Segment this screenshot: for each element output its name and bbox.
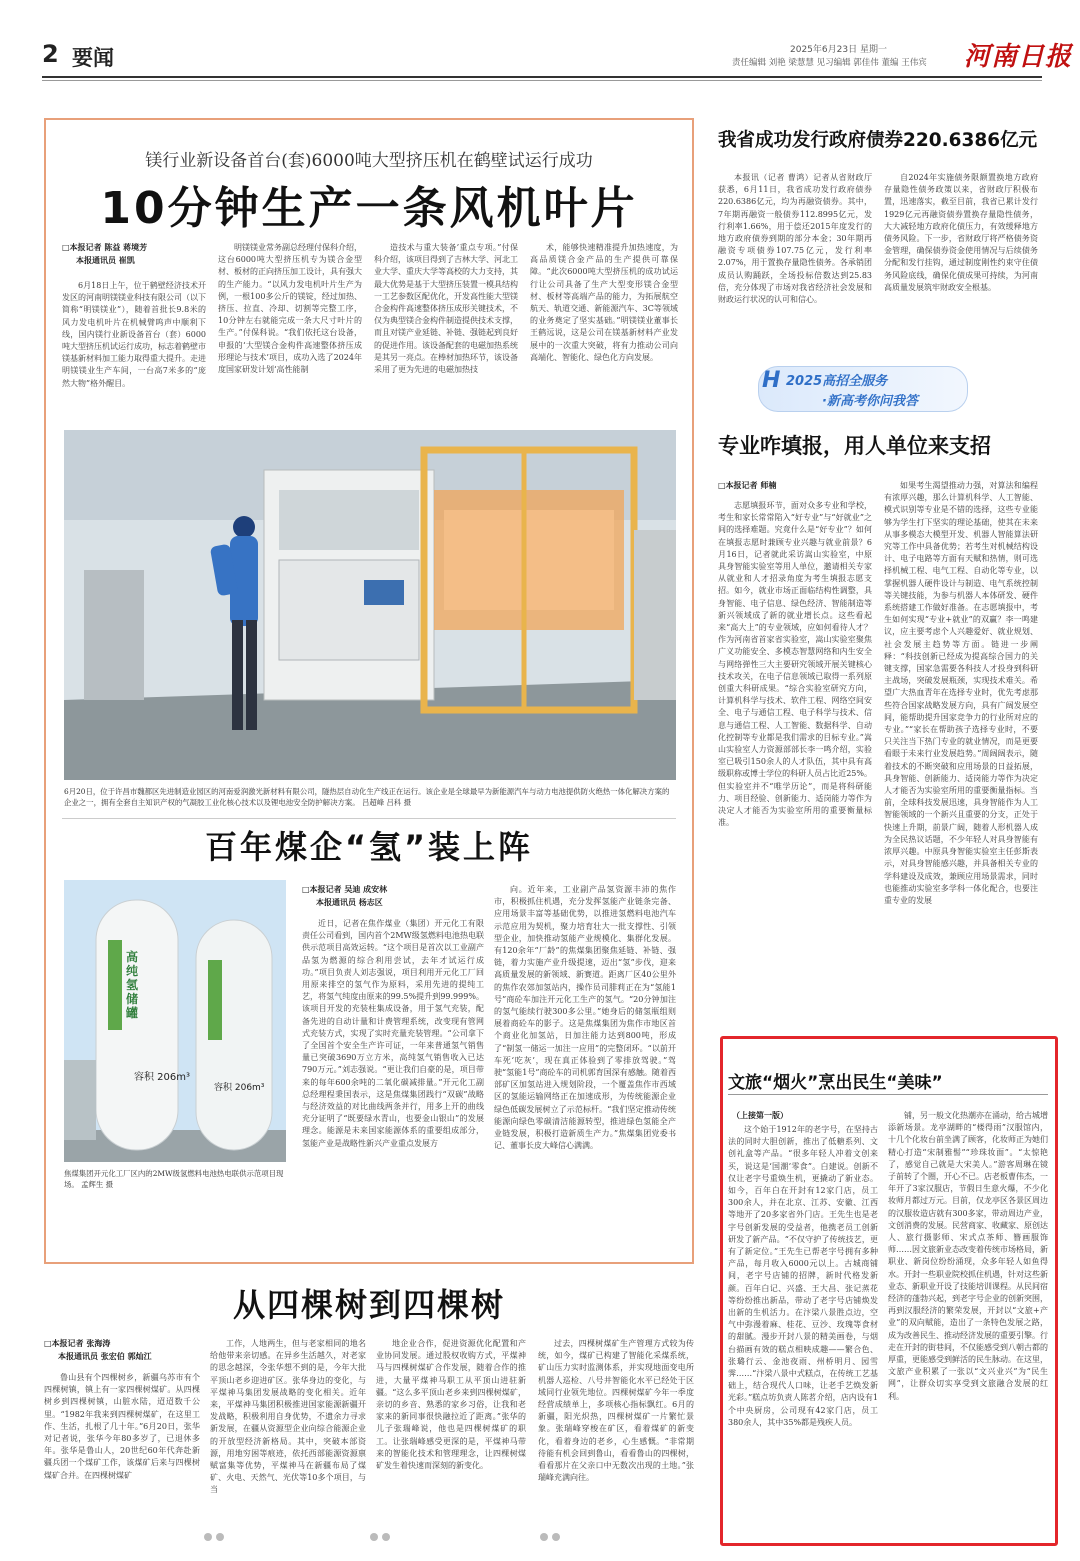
- article2-column-2: 向。近年来，工业副产品氢资源丰沛的焦作市，积极抓住机遇，充分发挥氢能产业链条完备、应用场景丰富等基础优势，以推进氢燃料电池汽车示范应用为契机，聚力培育壮大一批支撑性、引领型企业，加快推动氢能产业规模化、集群化发展。有120余年“厂龄”的焦煤集团聚焦延链、补链、强链，着力实施产业升级提速，迈出“氢”步伐，迎来高质量发展的新领域、新赛道。距离厂区40公里外的焦作农郊加氢站内，操作员司腓莉正在为“氢能1号”商砼车加注开元化工生产的氢气。“20分钟加注的氢气能续行驶300多公里。”她身后的储氢瓶组则展着商砼车的影子。这是焦煤集团为焦作市地区首个商业化加氢站，日加注能力达到800吨，形成了“制氢一储运一加注一应用”的完整闭环。“以前开车死‘吃灰’，现在真正体验到了零排放驾驶。”驾驶“氢能1号”商砼车的司机郭育国深有感触。随着西部矿区加氢站进入规划阶段，一个覆盖焦作市西域区的氢能运输网络正在加速成形，为传统能源企业绿色低碳发展树立了示范标杆。“我们坚定推动传统能源向绿色零碳清洁能源转型，推进绿色氢能全产业链发展，积极打造新质生产力。”焦煤集团党委书记、董事长皮大峰信心满满。: [494, 885, 676, 1151]
- article1-column-4: 术，能够快速精准提升加热速度，为高品质镁合金产品的生产提供可靠保障。“此次6000吨大型挤压机的成功试运行让公司具备了生产大型变形镁合金型材、板材等高端产品的能力，为拓展航空航天、轨道交通、新能源汽车、3C等领域的业务奠定了坚实基础。”明镁镁业董事长王鹤远说，这是公司在镁基新材料产业发展中的一次重大突破，将有力推动公司向高端化、智能化、绿色化方向发展。: [530, 243, 678, 362]
- carousel-dot[interactable]: [216, 1533, 224, 1541]
- article5-headline: 专业咋填报，用人单位来支招: [718, 434, 991, 458]
- article1-column-1: 6月18日上午，位于鹤壁经济技术开发区的河南明镁镁业科技有限公司（以下简称“明镁镁业”），随着首批长9.8米的风力发电机叶片在机械臂呜声中顺利下线，国内镁行业新设备首台（套）6000吨大型挤压机试运行成功，标志着鹤壁市镁基新材料加工能力取得重大提升。走进明镁镁业生产车间，一台高7米多的“庞然大物”格外醒目。: [62, 281, 206, 388]
- hydrogen-photo-caption: 焦煤集团开元化工厂区内的2MW级氢燃料电池热电联供示范项目现场。 孟辉生 摄: [64, 1169, 284, 1189]
- article3-column-3: 地企业合作，促进资源优化配置和产业协同发展。通过股权收购方式，平煤神马与四棵树煤矿合作发展，随着合作的推进，大量平煤神马职工从平顶山进驻新疆。“这么多平顶山老乡来到四棵树煤矿，亲切的乡音、熟悉的家乡习俗，让我和老家来的新同事很快融拉近了距离。”张华的儿子张瑞峰说，他也是四棵树煤矿的职工。让张瑞峰感受更深的是，平煤神马带来的智能化技术和管理理念，让四棵树煤矿发生着快速而深刻的新变化。: [376, 1339, 526, 1471]
- article6-headline-rule: [728, 1094, 1048, 1095]
- header-rule-thin: [42, 80, 1042, 81]
- header-rule: [42, 76, 1042, 78]
- page-number: 2: [42, 40, 59, 68]
- article1-byline-reporter: □本报记者 陈益 蒋境芳: [62, 243, 148, 252]
- article6-headline: 文旅“烟火”烹出民生“美味”: [728, 1073, 943, 1093]
- tank-label: 高纯氢储罐: [126, 950, 139, 1020]
- editor-credits: 责任编辑 刘艳 梁慧慧 见习编辑 郭佳伟 董编 王伟宾: [732, 58, 927, 68]
- carousel-dot[interactable]: [382, 1533, 390, 1541]
- hydrogen-tanks-photo: [64, 880, 286, 1162]
- article4-headline: 我省成功发行政府债券220.6386亿元: [718, 130, 1038, 151]
- article3-byline-correspondent: 本报通讯员 张宏伯 郭灿江: [58, 1352, 152, 1361]
- article1-headline: 10分钟生产一条风机叶片: [100, 183, 638, 234]
- article5-column-1: 志愿填报环节，面对众多专业和学校，考生和家长常常陷入“好专业”与“好就业”之间的选择难题。究竟什么是“好专业”？如何在填报志愿时兼顾专业兴趣与就业前景？6月16日，记者就此采访嵩山实验室，中原具身智能实验室等用人单位，邀请相关专家从就业和人才招录角度为考生填报志愿支招。如今，就业市场正面临结构性调整，具身智能、电子信息、绿色经济、智能制造等新兴领域成了新的就业增长点。这些看起来“高大上”的专业领域，应如何看待人才？作为河南省首家省实验室，嵩山实验室聚焦广义功能安全、多模态智慧网络和内生安全与网络弹性三大主要研究领域开展关键核心技术攻关，在电子信息领域已取得一系列原创重大科研成果。“综合实验室研究方向，计算机科学与技术、软件工程、网络空间安全、电子与通信工程、电子科学与技术、信息与通信工程、人工智能、数据科学、自动化控制等专业都是我们需求的目标专业。”嵩山实验室人力资源部部长李一鸣介绍，实验室已吸引150余人的人才队伍，其中具有高级职称或博士学位的科研人员占比近25%。但实验室并不“唯学历论”，而是将科研能力、项目经验、创新能力、适岗能力等作为决定人才能否为实验室所用的重要衡量标准。: [718, 501, 872, 828]
- carousel-dot[interactable]: [370, 1533, 378, 1541]
- divider: [62, 818, 676, 819]
- factory-photo-caption: 6月20日，位于许昌市魏都区先进制造业园区的河南爱润激光新材料有限公司，隧热层自动化生产线正在运行。该企业是全球最早为新能源汽车与动力电池提供防火绝热一体化解决方案的企业之一，拥有全套自主知识产权的气凝胶工业化核心技术以及锂电池安全防护解决方案。 吕超峰 吕科 摄: [64, 787, 670, 807]
- article1-column-3: 造技术与重大装备’重点专项。”付保科介绍，该项目得到了吉林大学、河北工业大学、重庆大学等高校的大力支持，其最大优势是基于大型挤压装置一模具结构一工艺参数区配优化，开发高性能大型镁合金构件高速整体挤压成形关键技术，不仅为典型镁合金构件制造提供技术支撑，而且对镁产业延链、补链、强链起到良好的促进作用。该设备配套的电磁加热系统是其另一亮点。在棒材加热环节，该设备采用了更为先进的电磁加热技: [374, 243, 518, 375]
- carousel-dot[interactable]: [540, 1533, 548, 1541]
- article6-column-1: 这个始于1912年的老字号，在坚持古法的同时大胆创新，推出了低糖系列、文创礼盒等产品。“很多年轻人冲着文创来买，说这是‘国潮’零食”。白建说。创新不仅让老字号重焕生机，更撬动了新业态。如今，百年白在开封有12家门店，员工300余人，并在北京、江苏、安徽、江西等地开了20多家省外门店。王先生也是老字号创新发展的受益者，他携老员工创新研发了新产品。“不仅守护了传统技艺，更有了新定位。”王先生已帮老字号拥有多种产品，每月收入6000元以上。古城商铺间，老字号店铺的招牌，新时代格发新颜。百年白记、兴盛、王大昌、张记蒸花等纷纷推出新品，带动了老字号店铺焕发出新的生机活力。在汴梁八景胜点边，空气中弥漫着麻、桂花、豆沙、玫瑰等食材的甜腻。漫步开封八景的精美画卷，与烟台描画有效的糕点相映成趣——繁合色、张璐行云、金池夜雨、州桥明月、园雪霁……“汴梁八景中式糕点，在传统工艺基础上，结合现代人口味，让老手艺焕发新光彩。”糕点坊负责人陈茗介绍，店内设有1个中央厨房，公司现有42家门店，员工380余人，其中35%都是残疾人员。: [728, 1125, 878, 1427]
- factory-photo: [64, 430, 676, 780]
- article6-continued: （上接第一版）: [732, 1111, 788, 1120]
- banner-title: 2025高招全服务: [786, 374, 888, 389]
- article3-column-4: 过去，四棵树煤矿生产管理方式较为传统，如今，煤矿已构建了智能化采煤系统，矿山压力实时监测体系，并实现地面变电所机器人巡检、八号井智能化水平已经处于区域同行业领先地位。四棵树煤矿今年一季度经营成绩单上，多项核心指标飘红。6月的新疆，阳光炽热，四棵树煤矿一片繁忙景象。张瑞峰穿梭在矿区，看着煤矿的新变化，看着身边的老乡，心生感慨。“非常期待能有机会回到鲁山，看看鲁山的四棵树，看看那片在父亲口中无数次出现的土地。”张瑞峰充满向往。: [538, 1339, 694, 1483]
- article5-column-2: 如果考生渴望推动力强，对算法和编程有浓厚兴趣，那么计算机科学、人工智能、模式识别等专业是不错的选择，这些专业能够为学生打下坚实的理论基础，使其在未来从事多模态大模型开发、机器人智能算法研究等工作中具备优势；若考生对机械结构设计、电子电路等方面有天赋和热情，则可选择机械工程、电气工程、自动化等专业，以掌握机器人硬件设计与制造、电气系统控制等关键技能，为参与机器人本体研发、硬件系统搭建工作做好准备。在志愿填报中，考生如何实现“专业+就业”的双赢？李一鸣建议，应主要考虑个人兴趣爱好、就业规划、社会发展主趋势等方面。链进一步阐释：“科技创新已经成为提高综合国力的关键支撑，国家急需要各科技人才投身到科研主战场，突破发展瓶颈，实现技术难关。希望广大热血青年在选择专业时，优先考虑那些符合国家战略发展方向，具有广阔发展空间，能帮助提升国家竞争力的行业所对应的专业。”“家长在帮助孩子选择专业时，不要只关注当下热门专业的就业情况，而是更要看眼于未来行业发展趋势。”周阔阔表示，随着技术的不断突破和应用场景的日益拓展，具身智能、创新能力、适岗能力等作为决定人才能否为实验室所用的重要衡量指标。当前，全球科技发展迅速，具身智能作为人工智能领域的一个新兴且重要的分支，正处于快速上升期，前景广阔，随着人形机器人成为全民热议话题，不少年轻人对具身智能有浓厚兴趣。中原具身智能实验室主任彭斯表示，对具身智能感兴趣，并具备相关专业的学科建设及成效，兼顾应用场景需求，同时也能推动实验室多学科一体化配合，也要注重专业的发展: [884, 481, 1038, 905]
- article3-byline-reporter: □本报记者 张海涛: [44, 1339, 111, 1348]
- svg-text:容积 206m³: 容积 206m³: [214, 1083, 265, 1093]
- article2-headline: 百年煤企“氢”装上阵: [204, 828, 534, 866]
- article2-byline-correspondent: 本报通讯员 杨志区: [316, 898, 383, 907]
- banner-letter: H: [762, 368, 781, 393]
- article3-column-2: 工作，人地两生，但与老家相同的地名给他带来亲切感。在异乡生活越久，对老家的思念越深，令张华想不到的是，今年大批平顶山老乡迎进矿区。张华身边的变化，与平煤神马集团发展战略的变化相关。近年来，平煤神马集团积极推进国家能源新疆开发战略，积极利用自身优势，不遗余力寻求新发展，在疆从资源型企业向综合能源企业的开放型经济新格局。其中，突破本部资源，用地穷困等痕迹，依托西部能源资源禀赋富集等优势，平煤神马在新疆布局了煤矿、火电、天然气、光伏等10多个项目，与当: [210, 1339, 366, 1495]
- svg-text:容积 206m³: 容积 206m³: [134, 1072, 191, 1083]
- banner-subtitle: ·新高考你问我答: [822, 394, 918, 409]
- article2-byline-reporter: □本报记者 吴迪 成安林: [302, 885, 388, 894]
- article5-byline: □本报记者 师楠: [718, 481, 777, 490]
- article6-column-2: 铺，另一般文化热潮亦在涌动，给古城增添新场景。龙亭湖畔的“楼得雨”汉服馆内，十几个化妆台前坐满了顾客，化妆师正为她们精心打造“宋制雅髻”“珍珠妆面”。“太惊艳了，感觉自己就是大宋美人。”游客周琳在镜子前转了个圈，开心不已。店老板曹伟杰，一年开了3家汉服店，节假日生意火爆，不少化妆师月都过万元。目前，仅龙亭区各景区周边的汉服妆造店就有300多家，带动周边产业，文创消费的发展。民营商家、收藏家、原创达人、旅行摄影师、宋式点茶师、簪画服饰师……因文旅新业态改变着传统市场格局，新职业、新岗位纷纷涌现，众多年轻人如鱼得水。开封一些职业院校抓住机遇，针对这些新业态、新职业开设了技能培训课程。从民间宿经济的蓬勃兴起，到老字号企业的创新突围，再到汉服经济的繁荣发展，开封以“文旅+产业”的双向赋能，造出了一条特色发展之路，成为改善民生、推动经济发展的重要引擎。行走在开封的街巷间，不仅能感受到八朝古都的厚重，更能感受到鲜活的民生脉动。在这里，文旅产业积累了一张以“文兴业兴”为“民生网”，让群众切实享受到文旅融合发展的红利。: [888, 1111, 1048, 1401]
- article1-byline-correspondent: 本报通讯员 崔凯: [76, 256, 135, 265]
- article4-column-2: 自2024年实施债务限额置换地方政府存量隐性债务政策以来，省财政厅积极布置，迅速落实，截至目前，我省已累计发行1929亿元再融资债券置换存量隐性债务，大大减轻地方政府化债压力，有效缓释地方债务风险。下一步，省财政厅将严格债务资金管理，确保债券资金使用情况与后续债务分配和发行挂钩，通过制度刚性约束守住债务风险底线，确保化债成果可持续，为河南高质量发展筑牢财政安全根基。: [884, 173, 1038, 292]
- carousel-dot[interactable]: [204, 1533, 212, 1541]
- article3-column-1: 鲁山县有个四棵树乡，新疆乌苏市有个四棵树镇，镇上有一家四棵树煤矿。从四棵树乡到四棵树镇，山脏水陆，迢迢数千公里。“1982年我来到四棵树煤矿，在这里工作、生活，扎根了几十年。”6月20日，张华对记者说，张华今年80多岁了，已退休多年。张华是鲁山人，20世纪60年代奔赴新疆兵团一个煤矿工作，该煤矿后来与四棵树煤矿合并。在四棵树煤矿: [44, 1373, 200, 1480]
- article2-column-1: 近日，记者在焦作煤业（集团）开元化工有限责任公司看到，国内首个2MW级氢燃料电池热电联供示范项目高效运转。“这个项目是首次以工业副产品氢为燃源的综合利用尝试，去年才试运行成功。”项目负责人刘志强说，项目利用开元化工厂回用原来排空的氢气作为原料，采用先进的提纯工艺，将氢气纯度由原来的99.5%提升到99.999%。该项目开发的充装柱集成设备，用于氢气充装，配备先进的自动计量和计费管理系统，改变现有管网式充装方式，实现了实时充量充装管理。“公司拿下了全国首个安全生产许可证，一年来普通氢气销售量已突破3690万立方米，高纯氢气销售收入已达790万元。”刘志强说。“更让我们自豪的是，项目带来的每年600余吨的二氧化碳减排量。”开元化工副总经理程秉国表示，这是焦煤集团践行“双碳”战略与经济效益的对比曲线两条并行，用多上开的曲线充分证明了“既要绿水青山，也要金山银山”的发展理念。能源是未来国家能源体系的重要组成部分，氢能产业是战略性新兴产业重点发展方: [302, 919, 484, 1148]
- article1-kicker: 镁行业新设备首台(套)6000吨大型挤压机在鹤壁试运行成功: [145, 151, 593, 171]
- article4-column-1: 本报讯（记者 曹鸿）记者从省财政厅获悉，6月11日，我省成功发行政府债券220.6386亿元，均为再融资债券。其中，7年期再融资一般债券112.8995亿元，发行利率1.66%，用于偿还2015年度发行的地方政府债券到期的部分本金；30年期再融资专项债券107.75亿元，发行利率2.07%，用于置换存量隐性债务。各承销团成员认购踊跃，全场投标倍数达到25.83倍，充分体现了市场对我省经济社会发展和财政运行状况的认可和信心。: [718, 173, 872, 305]
- masthead-logo: 河南日报: [964, 42, 1073, 72]
- carousel-dot[interactable]: [552, 1533, 560, 1541]
- issue-date: 2025年6月23日 星期一: [790, 45, 887, 55]
- article3-headline: 从四棵树到四棵树: [232, 1286, 505, 1324]
- article1-column-2: 明镁镁业常务副总经理付保科介绍，这台6000吨大型挤压机专为镁合金型材、板材的正向挤压加工设计，具有强大的生产能力。“以风力发电机叶片生产为例，一根100多公斤的镁锭，经过加热、挤压、拉直、冷却、切割等完整工序，10分钟左右就能完成一条大尺寸叶片的生产。”付保科说。“我们依托这台设备，申报的‘大型镁合金构件高速整体挤压成形理论与技术’项目，成功入选了2024年度国家研发计划‘高性能制: [218, 243, 362, 375]
- section-name: 要闻: [72, 45, 114, 70]
